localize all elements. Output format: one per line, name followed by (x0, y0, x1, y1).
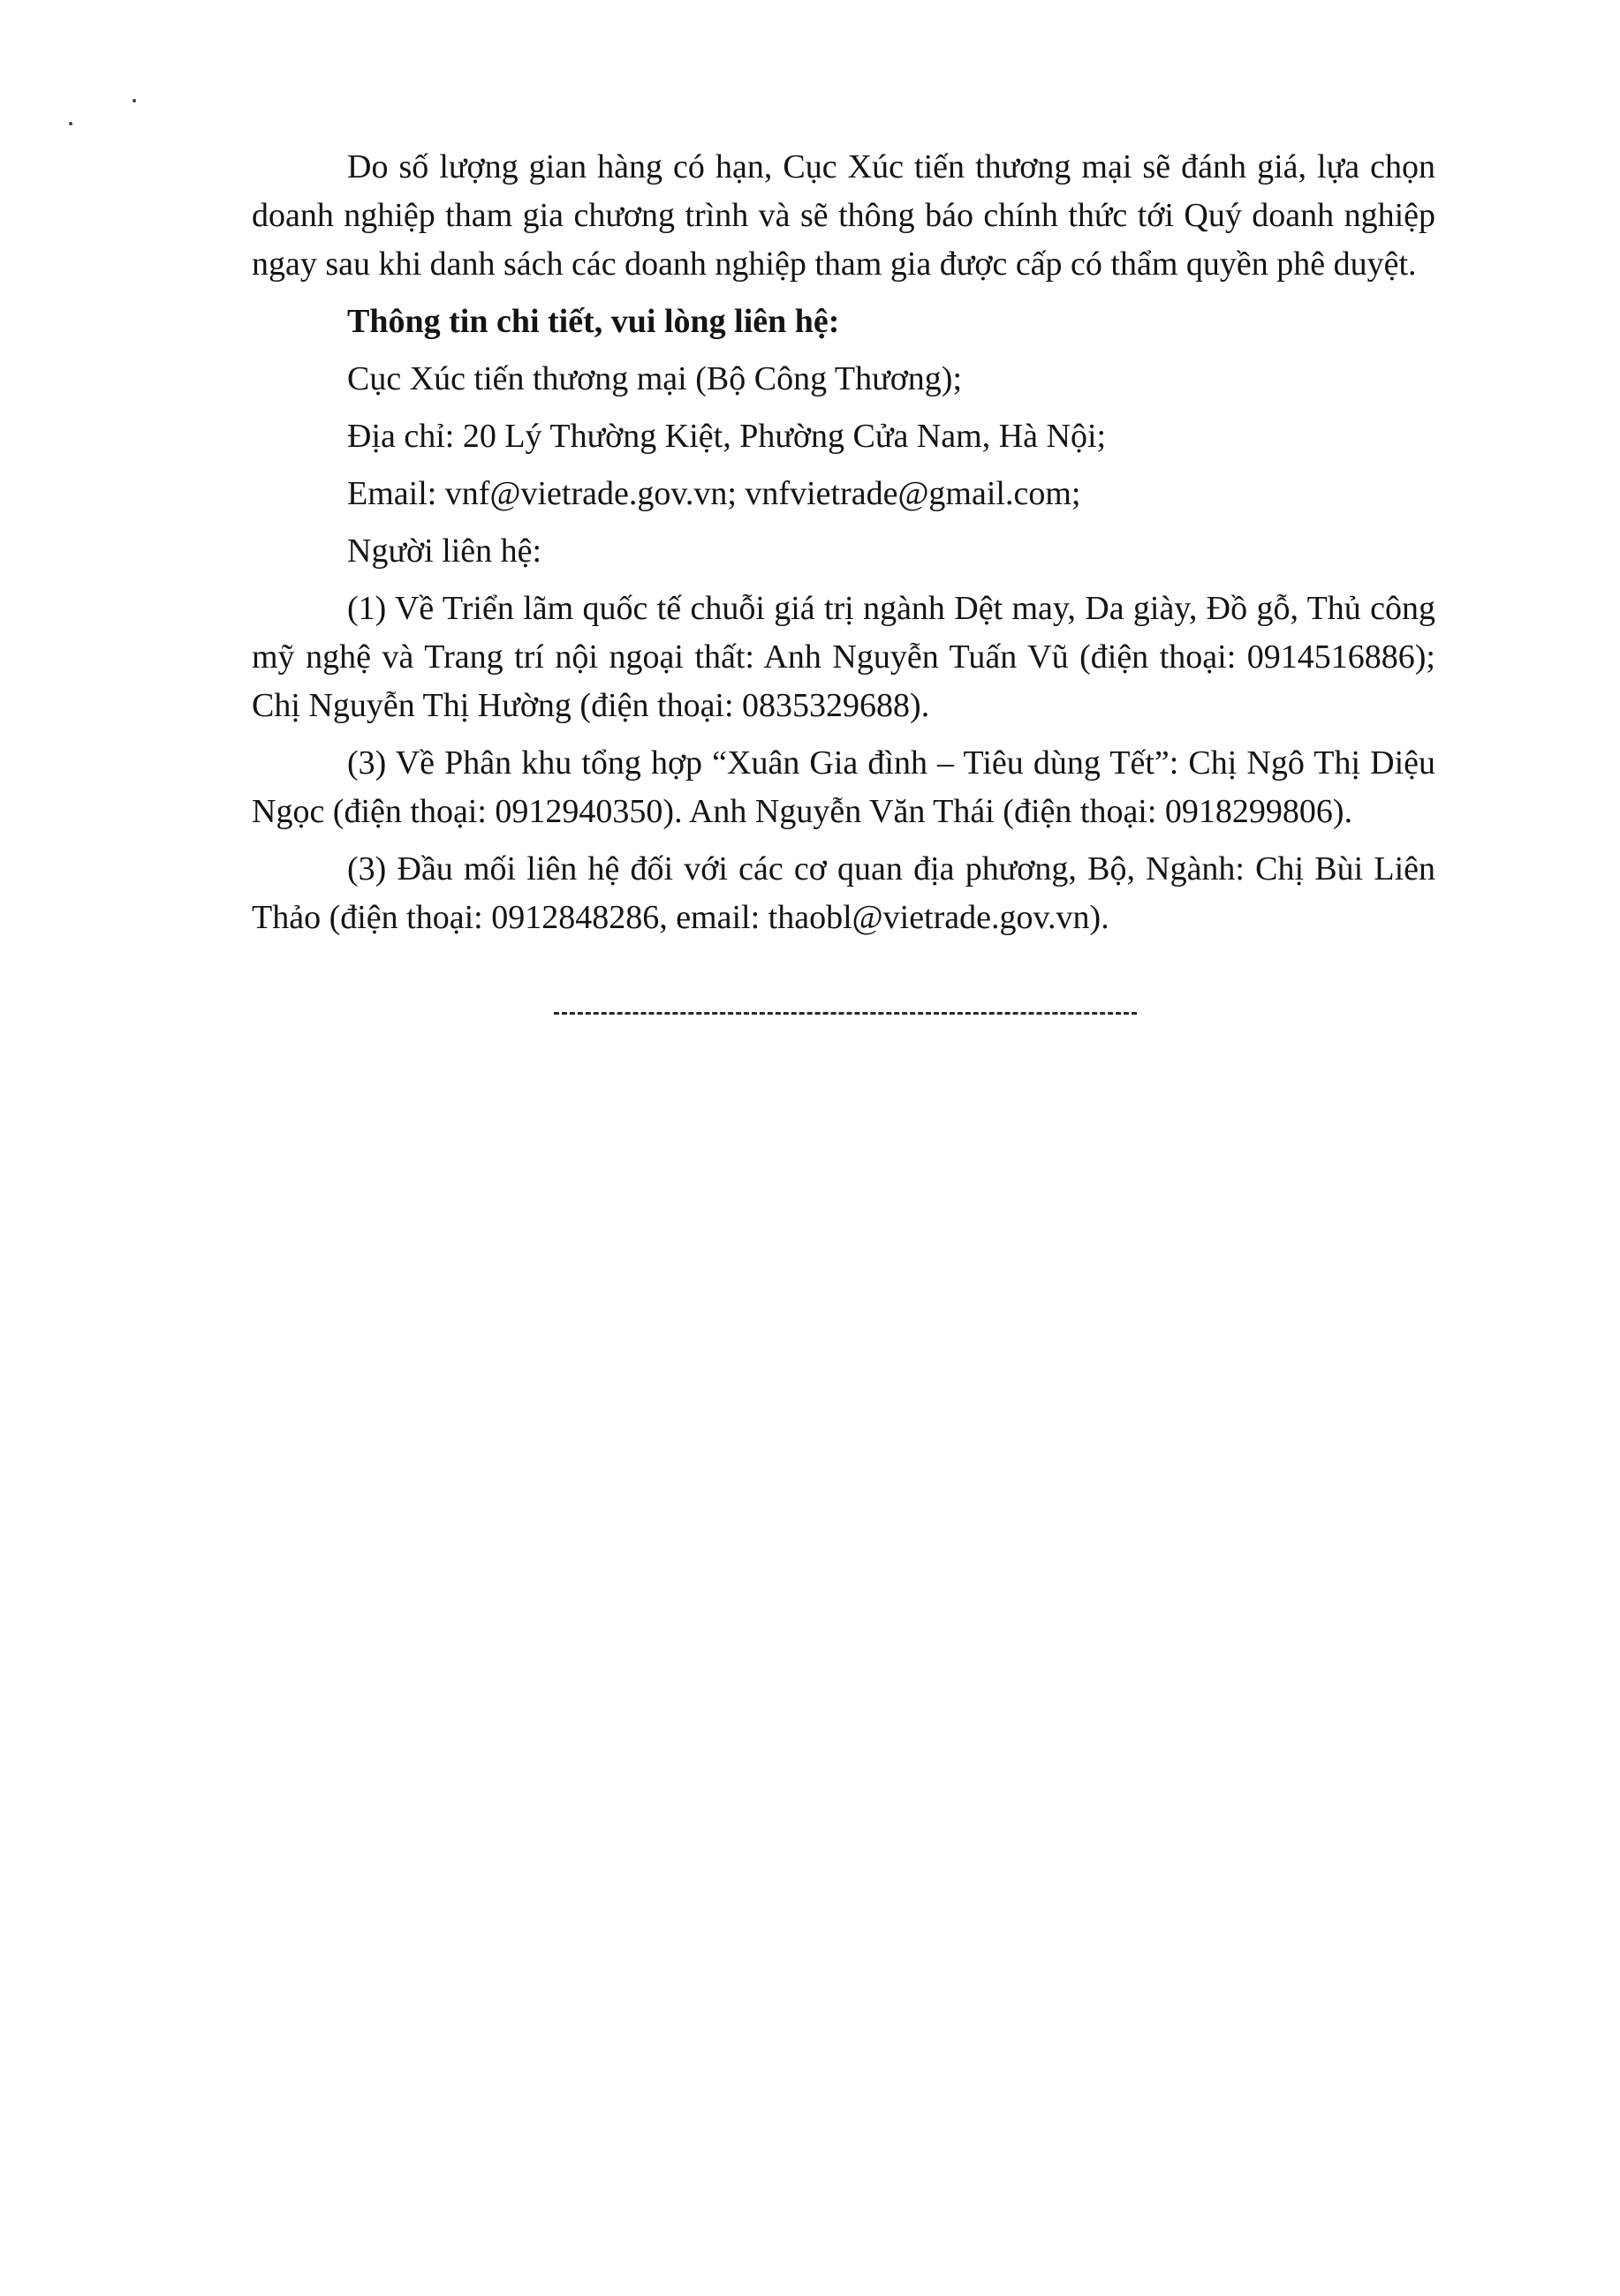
scan-speck (132, 99, 136, 102)
contact-heading: Thông tin chi tiết, vui lòng liên hệ: (347, 303, 840, 340)
end-divider (554, 1012, 1137, 1015)
contact-item-2: (3) Về Phân khu tổng hợp “Xuân Gia đình – Tiêu dùng Tết”: Chị Ngô Thị Diệu Ngọc (điện thoại: 0912940350). Anh Nguyễn Văn Thái (điện thoại: 0918299806). (252, 744, 1435, 830)
document-body (252, 143, 1435, 951)
contact-item-3: (3) Đầu mối liên hệ đối với các cơ quan địa phương, Bộ, Ngành: Chị Bùi Liên Thảo (điện thoại: 0912848286, email: thaobl@vietrade.gov.vn). (252, 850, 1435, 936)
address-line: Địa chỉ: 20 Lý Thường Kiệt, Phường Cửa Nam, Hà Nội; (347, 418, 1107, 455)
organization-line: Cục Xúc tiến thương mại (Bộ Công Thương); (347, 360, 963, 397)
email-line: Email: vnf@vietrade.gov.vn; vnfvietrade@gmail.com; (347, 475, 1081, 512)
contact-item-1: (1) Về Triển lãm quốc tế chuỗi giá trị ngành Dệt may, Da giày, Đồ gỗ, Thủ công mỹ nghệ và Trang trí nội ngoại thất: Anh Nguyễn Tuấn Vũ (điện thoại: 0914516886); Chị Nguyễn Thị Hường (điện thoại: 0835329688). (252, 590, 1435, 724)
contacts-label: Người liên hệ: (347, 532, 542, 570)
intro-paragraph: Do số lượng gian hàng có hạn, Cục Xúc tiến thương mại sẽ đánh giá, lựa chọn doanh nghiệp tham gia chương trình và sẽ thông báo chính thức tới Quý doanh nghiệp ngay sau khi danh sách các doanh nghiệp tham gia được cấp có thẩm quyền phê duyệt. (252, 148, 1435, 283)
scan-speck (69, 122, 72, 125)
